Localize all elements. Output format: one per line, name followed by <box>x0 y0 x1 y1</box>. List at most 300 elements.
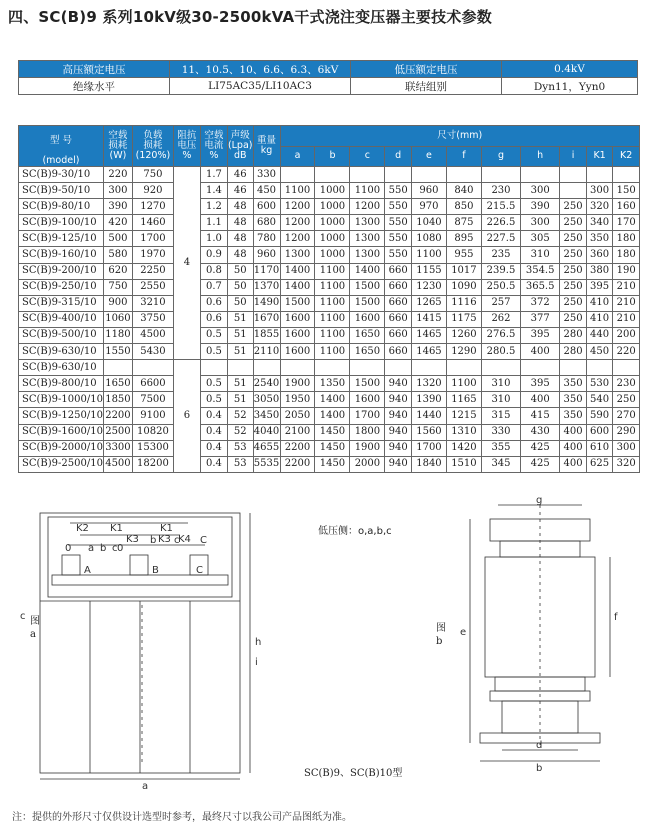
value-cell <box>103 360 132 376</box>
terminal-b: b <box>100 543 107 554</box>
model-cell: SC(B)9-250/10 <box>19 279 104 295</box>
col-dim-c: c <box>350 146 385 167</box>
value-cell: 900 <box>103 295 132 311</box>
value-cell: 1550 <box>103 344 132 360</box>
value-cell: 780 <box>253 231 280 247</box>
value-cell <box>280 360 315 376</box>
value-cell: 160 <box>613 199 640 215</box>
value-cell: 250 <box>560 295 587 311</box>
value-cell: 1100 <box>315 279 350 295</box>
col-dim-i: i <box>560 146 587 167</box>
value-cell: 220 <box>103 167 132 183</box>
col-dim-b: b <box>315 146 350 167</box>
value-cell: 1.4 <box>200 183 227 199</box>
value-cell: 0.5 <box>200 392 227 408</box>
value-cell <box>613 167 640 183</box>
col-model <box>19 126 104 167</box>
value-cell: 1290 <box>446 344 481 360</box>
value-cell <box>227 360 253 376</box>
connection-label: 联结组别 <box>351 78 502 95</box>
value-cell: 226.5 <box>481 215 520 231</box>
value-cell: 3300 <box>103 440 132 456</box>
value-cell: 1175 <box>446 311 481 327</box>
value-cell: 380 <box>586 263 613 279</box>
value-cell: 51 <box>227 376 253 392</box>
value-cell: 250 <box>613 392 640 408</box>
value-cell: 1450 <box>315 456 350 472</box>
value-cell: 280.5 <box>481 344 520 360</box>
value-cell: 1090 <box>446 279 481 295</box>
value-cell: 51 <box>227 327 253 343</box>
table-row <box>19 199 640 215</box>
value-cell: 660 <box>385 279 412 295</box>
value-cell: 580 <box>103 247 132 263</box>
value-cell: 1400 <box>280 279 315 295</box>
value-cell: 2000 <box>350 456 385 472</box>
value-cell: 0.5 <box>200 344 227 360</box>
value-cell: 365.5 <box>521 279 560 295</box>
diagram-b-caption: SC(B)9、SC(B)10型 <box>304 768 403 779</box>
value-cell: 1.1 <box>200 215 227 231</box>
value-cell: 1800 <box>350 424 385 440</box>
model-cell: SC(B)9-50/10 <box>19 183 104 199</box>
value-cell: 377 <box>521 311 560 327</box>
table-row <box>19 408 640 424</box>
value-cell: 2500 <box>103 424 132 440</box>
value-cell: 2200 <box>103 408 132 424</box>
value-cell: 410 <box>586 311 613 327</box>
col-dim-e: e <box>411 146 446 167</box>
insulation-label: 绝缘水平 <box>19 78 170 95</box>
value-cell: 625 <box>586 456 613 472</box>
phase-A: A <box>84 565 91 576</box>
k4-label: K4 <box>178 534 191 545</box>
value-cell: 940 <box>385 456 412 472</box>
value-cell: 875 <box>446 215 481 231</box>
value-cell: 1180 <box>103 327 132 343</box>
value-cell: 227.5 <box>481 231 520 247</box>
value-cell: 940 <box>385 408 412 424</box>
value-cell: 10820 <box>132 424 173 440</box>
value-cell: 300 <box>521 183 560 199</box>
value-cell: 3210 <box>132 295 173 311</box>
value-cell: 239.5 <box>481 263 520 279</box>
value-cell: 1600 <box>350 311 385 327</box>
insulation-value: LI75AC35/LI10AC3 <box>170 78 351 95</box>
value-cell: 0.4 <box>200 456 227 472</box>
model-cell: SC(B)9-500/10 <box>19 327 104 343</box>
value-cell: 1165 <box>446 392 481 408</box>
value-cell: 210 <box>613 279 640 295</box>
value-cell: 390 <box>103 199 132 215</box>
model-cell: SC(B)9-2000/10 <box>19 440 104 456</box>
value-cell: 430 <box>521 424 560 440</box>
value-cell: 1500 <box>350 295 385 311</box>
value-cell: 4655 <box>253 440 280 456</box>
value-cell: 320 <box>586 199 613 215</box>
value-cell: 1700 <box>132 231 173 247</box>
value-cell: 320 <box>613 456 640 472</box>
value-cell <box>315 167 350 183</box>
col-dim-a: a <box>280 146 315 167</box>
value-cell <box>280 167 315 183</box>
value-cell: 450 <box>253 183 280 199</box>
value-cell: 257 <box>481 295 520 311</box>
parameters-table <box>18 125 640 473</box>
value-cell: 50 <box>227 295 253 311</box>
value-cell: 250 <box>560 247 587 263</box>
model-cell: SC(B)9-400/10 <box>19 311 104 327</box>
table-row <box>19 376 640 392</box>
model-cell: SC(B)9-30/10 <box>19 167 104 183</box>
model-cell: SC(B)9-630/10 <box>19 344 104 360</box>
value-cell <box>385 360 412 376</box>
value-cell: 1.2 <box>200 199 227 215</box>
value-cell: 150 <box>613 183 640 199</box>
model-cell: SC(B)9-800/10 <box>19 376 104 392</box>
value-cell: 1440 <box>411 408 446 424</box>
value-cell: 395 <box>586 279 613 295</box>
value-cell: 5535 <box>253 456 280 472</box>
value-cell: 1840 <box>411 456 446 472</box>
col-dims: 尺寸(mm) <box>280 126 640 147</box>
value-cell: 46 <box>227 167 253 183</box>
value-cell <box>560 183 587 199</box>
dim-b: b <box>536 763 543 774</box>
value-cell: 660 <box>385 344 412 360</box>
value-cell: 345 <box>481 456 520 472</box>
value-cell: 2250 <box>132 263 173 279</box>
col-impedance: 阻抗 电压 % <box>173 126 200 167</box>
value-cell <box>200 360 227 376</box>
value-cell: 6600 <box>132 376 173 392</box>
value-cell: 1465 <box>411 327 446 343</box>
value-cell: 680 <box>253 215 280 231</box>
value-cell: 4500 <box>103 456 132 472</box>
value-cell: 1310 <box>446 424 481 440</box>
value-cell <box>253 360 280 376</box>
value-cell: 51 <box>227 344 253 360</box>
lv-side-text: 低压侧：o,a,b,c <box>318 526 392 537</box>
k3-label-left: K3 <box>126 534 139 545</box>
col-dim-d: d <box>385 146 412 167</box>
value-cell: 305 <box>521 231 560 247</box>
table-row <box>19 392 640 408</box>
dim-d: d <box>536 740 543 751</box>
col-model-label: 型 号 <box>49 135 72 146</box>
value-cell: 210 <box>613 295 640 311</box>
value-cell: 420 <box>103 215 132 231</box>
value-cell: 53 <box>227 456 253 472</box>
value-cell: 1510 <box>446 456 481 472</box>
value-cell <box>132 360 173 376</box>
value-cell: 940 <box>385 424 412 440</box>
value-cell: 1420 <box>446 440 481 456</box>
value-cell: 440 <box>586 327 613 343</box>
value-cell: 530 <box>586 376 613 392</box>
terminal-0b: 0 <box>117 543 124 554</box>
value-cell: 9100 <box>132 408 173 424</box>
dim-h: h <box>255 637 262 648</box>
value-cell: 920 <box>132 183 173 199</box>
diagram-a-label: 图 a <box>30 616 40 640</box>
col-noise: 声级 (Lpa) dB <box>227 126 253 167</box>
hv-label: 高压额定电压 <box>19 61 170 78</box>
value-cell: 1600 <box>350 392 385 408</box>
value-cell: 52 <box>227 408 253 424</box>
value-cell: 940 <box>385 392 412 408</box>
value-cell: 895 <box>446 231 481 247</box>
value-cell: 0.4 <box>200 424 227 440</box>
col-dim-k1: K1 <box>586 146 613 167</box>
value-cell: 1000 <box>315 183 350 199</box>
value-cell: 1500 <box>350 279 385 295</box>
value-cell: 1855 <box>253 327 280 343</box>
value-cell: 300 <box>586 183 613 199</box>
value-cell: 355 <box>481 440 520 456</box>
phase-C: C <box>196 565 203 576</box>
value-cell: 51 <box>227 311 253 327</box>
value-cell: 220 <box>613 344 640 360</box>
table-row <box>19 327 640 343</box>
value-cell: 1000 <box>315 231 350 247</box>
value-cell: 1000 <box>315 247 350 263</box>
value-cell: 1650 <box>350 327 385 343</box>
terminal-b2: b <box>150 535 157 546</box>
value-cell: 1000 <box>315 199 350 215</box>
value-cell: 262 <box>481 311 520 327</box>
table-row <box>19 440 640 456</box>
value-cell: 960 <box>411 183 446 199</box>
value-cell: 940 <box>385 440 412 456</box>
value-cell: 1080 <box>411 231 446 247</box>
value-cell: 310 <box>521 247 560 263</box>
value-cell: 1100 <box>315 263 350 279</box>
value-cell: 1000 <box>315 215 350 231</box>
value-cell: 1500 <box>280 295 315 311</box>
value-cell: 1400 <box>280 263 315 279</box>
value-cell: 1100 <box>350 183 385 199</box>
value-cell: 550 <box>385 247 412 263</box>
value-cell: 540 <box>586 392 613 408</box>
value-cell: 350 <box>560 392 587 408</box>
value-cell: 0.6 <box>200 295 227 311</box>
value-cell: 0.4 <box>200 440 227 456</box>
value-cell: 550 <box>385 231 412 247</box>
value-cell: 290 <box>613 424 640 440</box>
value-cell: 1320 <box>411 376 446 392</box>
value-cell: 270 <box>613 408 640 424</box>
value-cell: 3050 <box>253 392 280 408</box>
table-row <box>19 360 640 376</box>
value-cell: 1400 <box>315 392 350 408</box>
value-cell: 1500 <box>350 376 385 392</box>
value-cell: 0.7 <box>200 279 227 295</box>
value-cell <box>560 360 587 376</box>
value-cell: 1060 <box>103 311 132 327</box>
value-cell: 350 <box>586 231 613 247</box>
value-cell: 250 <box>560 215 587 231</box>
value-cell: 660 <box>385 311 412 327</box>
value-cell: 940 <box>385 376 412 392</box>
value-cell <box>481 167 520 183</box>
value-cell: 620 <box>103 263 132 279</box>
value-cell: 1100 <box>315 344 350 360</box>
value-cell: 400 <box>521 344 560 360</box>
table-row <box>19 295 640 311</box>
k2-label: K2 <box>76 523 89 534</box>
table-row <box>19 183 640 199</box>
value-cell: 1200 <box>280 199 315 215</box>
value-cell: 1100 <box>315 327 350 343</box>
value-cell: 1600 <box>280 344 315 360</box>
value-cell <box>411 167 446 183</box>
table-row <box>19 263 640 279</box>
value-cell: 1600 <box>280 327 315 343</box>
value-cell: 250 <box>560 231 587 247</box>
value-cell: 48 <box>227 215 253 231</box>
col-current: 空载 电流 % <box>200 126 227 167</box>
model-cell: SC(B)9-1250/10 <box>19 408 104 424</box>
value-cell: 2200 <box>280 456 315 472</box>
value-cell: 1.7 <box>200 167 227 183</box>
diagram-b-label: 图 b <box>436 623 446 647</box>
value-cell: 3450 <box>253 408 280 424</box>
value-cell: 850 <box>446 199 481 215</box>
value-cell: 250 <box>560 279 587 295</box>
value-cell: 550 <box>385 199 412 215</box>
terminal-c: c <box>112 543 118 554</box>
value-cell: 1200 <box>350 199 385 215</box>
value-cell: 1100 <box>280 183 315 199</box>
value-cell <box>560 167 587 183</box>
value-cell: 350 <box>560 408 587 424</box>
value-cell: 210 <box>613 311 640 327</box>
table-row <box>19 344 640 360</box>
value-cell: 310 <box>481 392 520 408</box>
value-cell: 354.5 <box>521 263 560 279</box>
value-cell: 7500 <box>132 392 173 408</box>
hv-value: 11、10.5、10、6.6、6.3、6kV <box>170 61 351 78</box>
value-cell: 2110 <box>253 344 280 360</box>
connection-value: Dyn11，Yyn0 <box>502 78 638 95</box>
value-cell: 425 <box>521 456 560 472</box>
value-cell: 390 <box>521 199 560 215</box>
value-cell: 330 <box>253 167 280 183</box>
value-cell: 500 <box>103 231 132 247</box>
col-dim-k2: K2 <box>613 146 640 167</box>
value-cell: 280 <box>560 344 587 360</box>
value-cell: 1650 <box>103 376 132 392</box>
value-cell: 1300 <box>350 231 385 247</box>
value-cell: 1900 <box>280 376 315 392</box>
value-cell: 400 <box>560 440 587 456</box>
value-cell: 1215 <box>446 408 481 424</box>
value-cell: 1460 <box>132 215 173 231</box>
value-cell <box>613 360 640 376</box>
value-cell: 970 <box>411 199 446 215</box>
value-cell: 1100 <box>446 376 481 392</box>
value-cell: 1230 <box>411 279 446 295</box>
value-cell: 1450 <box>315 440 350 456</box>
lv-value: 0.4kV <box>502 61 638 78</box>
value-cell: 1265 <box>411 295 446 311</box>
model-cell: SC(B)9-80/10 <box>19 199 104 215</box>
value-cell: 1300 <box>280 247 315 263</box>
value-cell: 395 <box>521 327 560 343</box>
value-cell: 215.5 <box>481 199 520 215</box>
impedance-group-1: 4 <box>173 167 200 360</box>
model-cell: SC(B)9-1600/10 <box>19 424 104 440</box>
value-cell: 660 <box>385 327 412 343</box>
value-cell: 340 <box>586 215 613 231</box>
value-cell: 410 <box>586 295 613 311</box>
value-cell: 300 <box>613 440 640 456</box>
dim-i: i <box>255 657 258 668</box>
value-cell: 2100 <box>280 424 315 440</box>
value-cell: 415 <box>521 408 560 424</box>
value-cell: 1465 <box>411 344 446 360</box>
value-cell: 1260 <box>446 327 481 343</box>
value-cell: 1850 <box>103 392 132 408</box>
model-cell: SC(B)9-100/10 <box>19 215 104 231</box>
terminal-0: 0 <box>65 543 72 554</box>
col-weight: 重量 kg <box>253 126 280 167</box>
dim-c-left: c <box>20 611 26 622</box>
value-cell: 600 <box>586 424 613 440</box>
value-cell: 0.5 <box>200 327 227 343</box>
value-cell: 450 <box>586 344 613 360</box>
value-cell: 1116 <box>446 295 481 311</box>
value-cell: 660 <box>385 263 412 279</box>
value-cell: 2540 <box>253 376 280 392</box>
dim-a: a <box>142 781 149 792</box>
value-cell <box>586 167 613 183</box>
table-row <box>19 247 640 263</box>
value-cell: 1100 <box>411 247 446 263</box>
terminal-a: a <box>88 543 95 554</box>
value-cell: 1040 <box>411 215 446 231</box>
value-cell: 955 <box>446 247 481 263</box>
value-cell: 350 <box>560 376 587 392</box>
model-cell: SC(B)9-2500/10 <box>19 456 104 472</box>
value-cell: 400 <box>560 424 587 440</box>
value-cell: 750 <box>132 167 173 183</box>
value-cell: 1450 <box>315 424 350 440</box>
value-cell: 1650 <box>350 344 385 360</box>
lv-label: 低压额定电压 <box>351 61 502 78</box>
value-cell: 2550 <box>132 279 173 295</box>
value-cell: 51 <box>227 392 253 408</box>
value-cell: 400 <box>521 392 560 408</box>
value-cell: 1300 <box>350 215 385 231</box>
value-cell: 1670 <box>253 311 280 327</box>
value-cell: 360 <box>586 247 613 263</box>
value-cell: 0.4 <box>200 408 227 424</box>
value-cell: 372 <box>521 295 560 311</box>
value-cell: 1100 <box>315 311 350 327</box>
value-cell: 48 <box>227 247 253 263</box>
model-cell: SC(B)9-630/10 <box>19 360 104 376</box>
table-row <box>19 456 640 472</box>
value-cell: 1017 <box>446 263 481 279</box>
table-row <box>19 167 640 183</box>
value-cell: 53 <box>227 440 253 456</box>
value-cell <box>446 167 481 183</box>
table-row <box>19 215 640 231</box>
col-dim-h: h <box>521 146 560 167</box>
value-cell: 1390 <box>411 392 446 408</box>
